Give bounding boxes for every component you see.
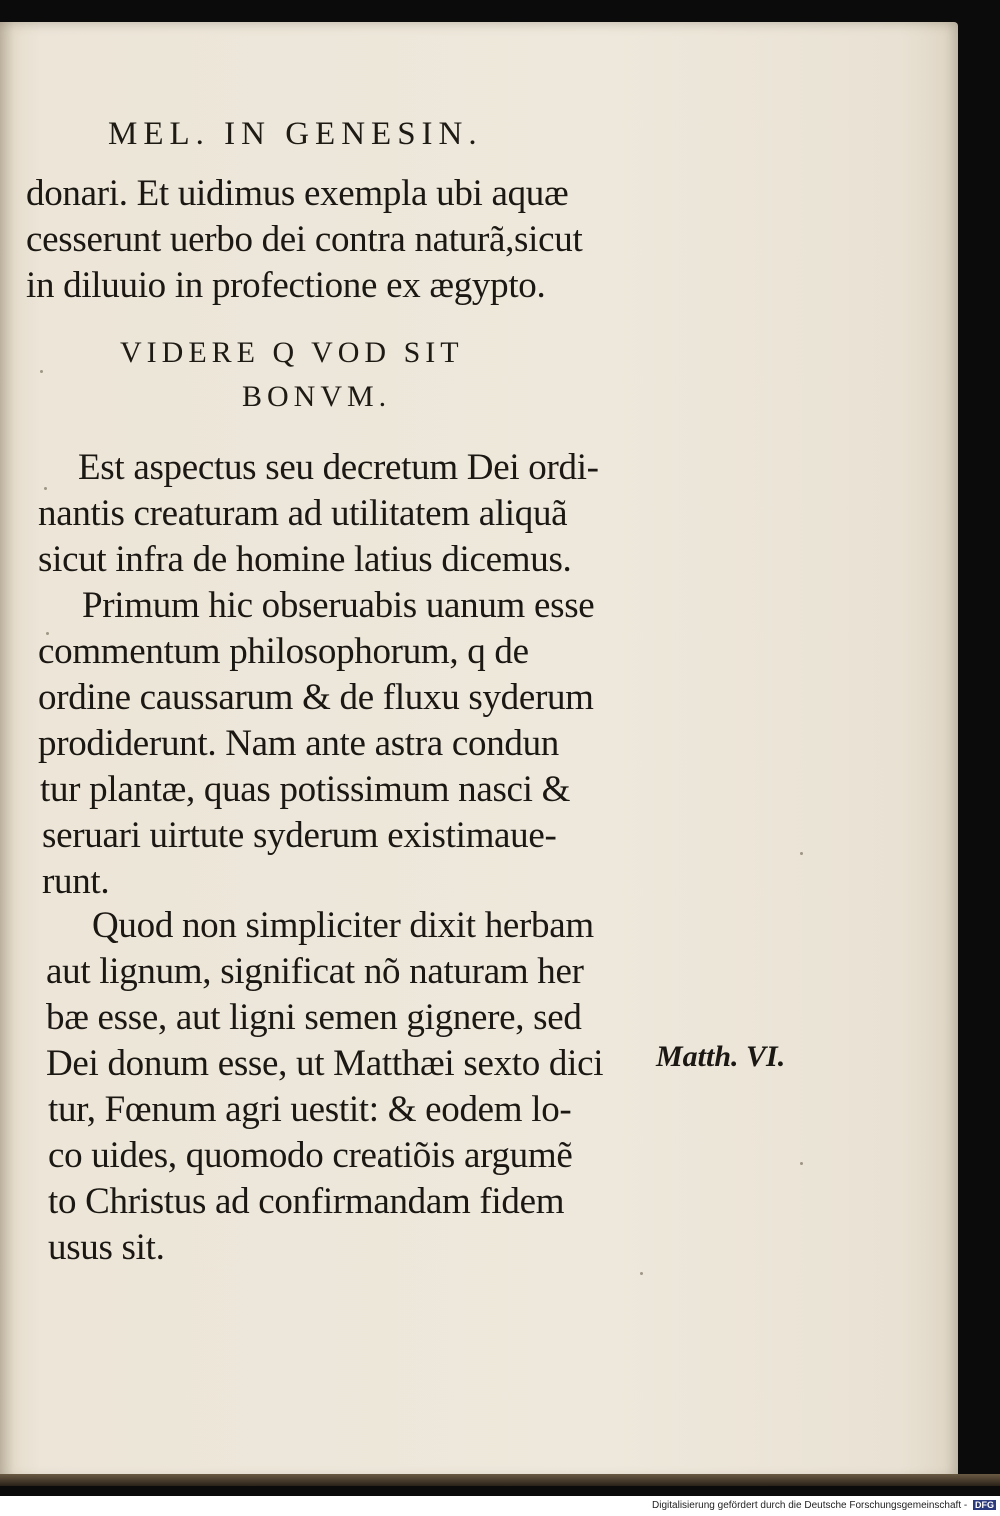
margin-note: Matth. VI.	[656, 1040, 786, 1073]
section-heading-line-1: VIDERE Q VOD SIT	[120, 336, 464, 369]
text-line: nantis creaturam ad utilitatem aliquã	[38, 493, 568, 534]
running-head: MEL. IN GENESIN.	[108, 116, 483, 152]
text-line: usus sit.	[48, 1227, 165, 1268]
text-line: donari. Et uidimus exempla ubi aquæ	[26, 173, 569, 214]
text-line: co uides, quomodo creatiõis argumẽ	[48, 1135, 573, 1176]
dfg-logo: DFG	[975, 1500, 994, 1511]
text-line: commentum philosophorum, q de	[38, 631, 529, 672]
paper-speck	[40, 370, 43, 373]
text-line: Dei donum esse, ut Matthæi sexto dici	[46, 1043, 604, 1084]
text-line: tur plantæ, quas potissimum nasci &	[40, 769, 571, 810]
text-line: Primum hic obseruabis uanum esse	[82, 585, 595, 626]
text-line: to Christus ad confirmandam fidem	[48, 1181, 565, 1222]
text-line: runt.	[42, 861, 110, 902]
text-line: cesserunt uerbo dei contra naturã,sicut	[26, 219, 583, 260]
text-line: bæ esse, aut ligni semen gignere, sed	[46, 997, 582, 1038]
paper-speck	[44, 487, 47, 490]
text-line: aut lignum, significat nõ naturam her	[46, 951, 584, 992]
text-line: seruari uirtute syderum existimaue-	[42, 815, 557, 856]
text-line: ordine caussarum & de fluxu syderum	[38, 677, 594, 718]
text-line: sicut infra de homine latius dicemus.	[38, 539, 572, 580]
footer-credit	[652, 1500, 996, 1511]
text-line: Est aspectus seu decretum Dei ordi-	[78, 447, 599, 488]
paper-speck	[800, 852, 803, 855]
text-line: Quod non simpliciter dixit herbam	[92, 905, 594, 946]
footer-credit-text: Digitalisierung gefördert durch die Deutsche Forschungsgemeinschaft -	[652, 1500, 968, 1511]
section-heading-line-2: BONVM.	[242, 380, 392, 413]
text-line: tur, Fœnum agri uestit: & eodem lo-	[48, 1089, 572, 1130]
paper-speck	[800, 1162, 803, 1165]
text-line: prodiderunt. Nam ante astra condun	[38, 723, 559, 764]
paper-speck	[640, 1272, 643, 1275]
page-bottom-edge	[0, 1474, 1000, 1486]
text-line: in diluuio in profectione ex ægypto.	[26, 265, 546, 306]
